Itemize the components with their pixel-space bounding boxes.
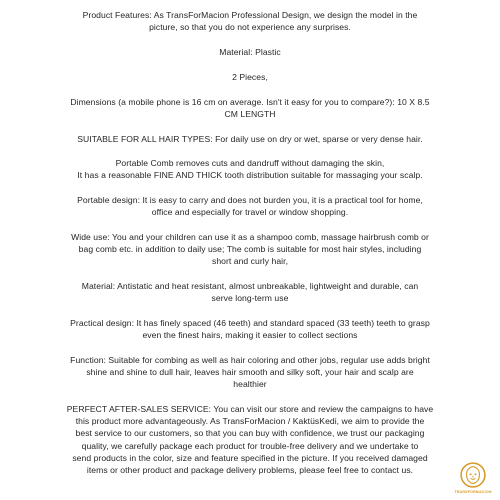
paragraph-product-features xyxy=(30,9,470,33)
paragraph-pieces xyxy=(30,71,470,83)
text-line: office and especially for travel or window shopping. xyxy=(151,207,349,218)
text-line: Dimensions (a mobile phone is 16 cm on average. Isn't it easy for you to compare?): 10 X 8.5 xyxy=(70,97,430,107)
paragraph-portable-design xyxy=(30,194,470,218)
paragraph-practical-design xyxy=(30,317,470,341)
text-line: healthier xyxy=(233,379,267,390)
text-line: best service to our customers, so that you can buy with confidence, we trust our packaging xyxy=(75,428,425,439)
paragraph-material-antistatic xyxy=(30,280,470,304)
lion-logo-icon xyxy=(459,461,487,489)
text-line: Function: Suitable for combing as well as hair coloring and other jobs, regular use adds bright xyxy=(70,355,430,365)
text-line: quality, we carefully package each product for trouble-free delivery and we undertake to xyxy=(81,440,419,451)
text-line: shine and shine to dull hair, leaves hair smooth and silky soft, your hair and scalp are xyxy=(86,367,414,378)
paragraph-portable-comb xyxy=(30,157,470,181)
text-line: even the finest hairs, making it easier to collect sections xyxy=(142,330,358,341)
text-line: PERFECT AFTER-SALES SERVICE: You can visit our store and review the campaigns to have xyxy=(66,404,434,414)
brand-watermark xyxy=(452,450,494,494)
text-line: Material: Plastic xyxy=(219,47,281,57)
text-line: CM LENGTH xyxy=(224,109,276,120)
paragraph-dimensions xyxy=(30,96,470,120)
text-line: Portable Comb removes cuts and dandruff without damaging the skin, xyxy=(115,158,385,168)
watermark-text: TRANSFORMACION xyxy=(454,490,492,494)
text-line: short and curly hair, xyxy=(211,256,289,267)
text-line: bag comb etc. in addition to daily use; The comb is suitable for most hair styles, including xyxy=(78,244,422,255)
text-line: Portable design: It is easy to carry and does not burden you, it is a practical tool for home, xyxy=(77,195,423,205)
text-line: Product Features: As TransForMacion Professional Design, we design the model in the xyxy=(82,10,418,20)
text-line: send products in the color, size and feature specified in the picture. If you received damaged xyxy=(72,452,428,463)
text-line: items or other product and package delivery problems, please feel free to contact us. xyxy=(86,465,414,476)
paragraph-material xyxy=(30,46,470,58)
text-line: Wide use: You and your children can use it as a shampoo comb, massage hairbrush comb or xyxy=(71,232,429,242)
text-line: SUITABLE FOR ALL HAIR TYPES: For daily use on dry or wet, sparse or very dense hair. xyxy=(77,134,423,144)
text-line: this product more advantageously. As TransForMacion / KaktüsKedi, we aim to provide the xyxy=(75,416,425,427)
paragraph-after-sales xyxy=(30,403,470,476)
text-line: Material: Antistatic and heat resistant, almost unbreakable, lightweight and durable, can xyxy=(81,281,419,291)
paragraph-wide-use xyxy=(30,231,470,268)
text-line: Practical design: It has finely spaced (46 teeth) and standard spaced (33 teeth) teeth to grasp xyxy=(70,318,430,328)
text-line: picture, so that you do not experience any surprises. xyxy=(149,22,351,33)
paragraph-function xyxy=(30,354,470,391)
paragraph-suitable-hair xyxy=(30,133,470,145)
text-line: serve long-term use xyxy=(211,293,289,304)
text-line: 2 Pieces, xyxy=(232,72,268,82)
text-line: It has a reasonable FINE AND THICK tooth distribution suitable for massaging your scalp. xyxy=(77,170,423,181)
